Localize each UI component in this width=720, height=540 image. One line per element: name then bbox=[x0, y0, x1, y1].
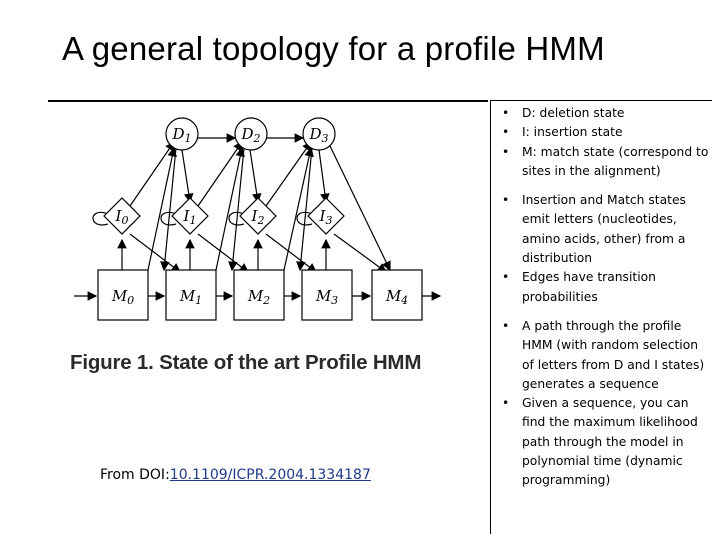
insertion-states bbox=[104, 198, 344, 234]
edge-i3-m4 bbox=[334, 234, 386, 272]
edge-d3-i3 bbox=[319, 150, 326, 202]
label-m3: $M_3$ bbox=[315, 287, 339, 307]
label-m0: $M_0$ bbox=[111, 287, 135, 307]
label-i0: $I_0$ bbox=[115, 207, 129, 227]
edge-d3-m3 bbox=[300, 148, 312, 270]
label-m2: $M_2$ bbox=[247, 287, 271, 307]
label-m4: $M_4$ bbox=[385, 287, 409, 307]
bullet-item: • Edges have transition probabilities bbox=[500, 268, 712, 307]
profile-hmm-diagram bbox=[68, 98, 488, 338]
source-prefix: From DOI: bbox=[100, 467, 170, 483]
bullet-item: • Insertion and Match states emit letters (nucleotides, amino acids, other) from a distribution bbox=[500, 191, 712, 268]
bullet-item: • I: insertion state bbox=[500, 123, 712, 142]
edge-d3-m4 bbox=[330, 146, 390, 270]
slide-title: A general topology for a profile HMM bbox=[62, 30, 605, 67]
bullet-group-states bbox=[500, 104, 712, 181]
label-i2: $I_2$ bbox=[251, 207, 265, 227]
edge-i2-d3 bbox=[266, 142, 311, 206]
edge-i1-d2 bbox=[198, 142, 242, 206]
bullet-item: • M: match state (correspond to sites in the alignment) bbox=[500, 143, 712, 182]
label-d3: $D_3$ bbox=[309, 125, 329, 145]
source-citation bbox=[100, 467, 371, 483]
label-d1: $D_1$ bbox=[172, 125, 192, 145]
bullet-list bbox=[500, 104, 712, 491]
doi-link[interactable]: 10.1109/ICPR.2004.1334187 bbox=[169, 467, 371, 483]
figure-caption: Figure 1. State of the art Profile HMM bbox=[70, 351, 422, 374]
label-d2: $D_2$ bbox=[241, 125, 261, 145]
bullet-group-paths bbox=[500, 317, 712, 491]
bullet-item: • A path through the profile HMM (with random selection of letters from D and I states) generates a sequence bbox=[500, 317, 712, 394]
label-i3: $I_3$ bbox=[319, 207, 333, 227]
label-m1: $M_1$ bbox=[179, 287, 203, 307]
bullet-item: • Given a sequence, you can find the maximum likelihood path through the model in polynomial time (dynamic programming) bbox=[500, 394, 712, 490]
edge-d2-i2 bbox=[250, 150, 258, 202]
label-i1: $I_1$ bbox=[183, 207, 197, 227]
bullet-group-emissions bbox=[500, 191, 712, 307]
edge-d1-i1 bbox=[182, 150, 190, 202]
edge-m2-d3 bbox=[284, 148, 311, 270]
bullet-item: • D: deletion state bbox=[500, 104, 712, 123]
edge-i0-d1 bbox=[130, 142, 174, 206]
